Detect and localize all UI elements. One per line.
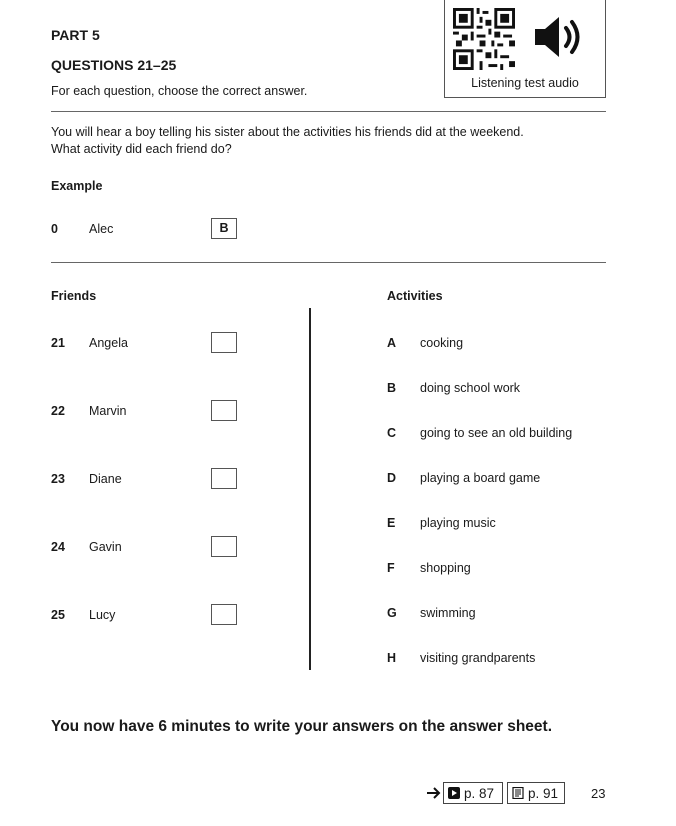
activity-letter: A <box>387 336 397 350</box>
friend-name: Gavin <box>89 540 122 554</box>
example-name: Alec <box>89 222 114 236</box>
example-number: 0 <box>51 222 58 236</box>
activity-text: visiting grandparents <box>420 651 536 665</box>
activity-text: going to see an old building <box>420 426 573 440</box>
audio-label: Listening test audio <box>471 76 579 90</box>
answer-box-24[interactable] <box>211 536 237 557</box>
friend-name: Angela <box>89 336 128 350</box>
activity-letter: D <box>387 471 397 485</box>
friend-name: Marvin <box>89 404 127 418</box>
closing-instruction: You now have 6 minutes to write your answers on the answer sheet. <box>51 718 553 735</box>
activity-letter: E <box>387 516 396 530</box>
column-divider <box>309 308 311 670</box>
answer-box-21[interactable] <box>211 332 237 353</box>
question-number: 22 <box>51 404 65 418</box>
question-number: 23 <box>51 472 65 486</box>
page-number: 23 <box>591 786 606 801</box>
friends-heading: Friends <box>51 289 97 303</box>
activity-text: playing a board game <box>420 471 541 485</box>
friend-name: Lucy <box>89 608 116 622</box>
activities-heading: Activities <box>387 289 443 303</box>
question-number: 25 <box>51 608 65 622</box>
activity-letter: B <box>387 381 397 395</box>
answer-box-22[interactable] <box>211 400 237 421</box>
example-heading: Example <box>51 179 103 193</box>
listening-audio-panel[interactable] <box>444 0 606 98</box>
question-number: 21 <box>51 336 65 350</box>
activity-text: swimming <box>420 606 476 620</box>
audio-ref-icon <box>448 787 460 799</box>
intro-line-1: You will hear a boy telling his sister about the activities his friends did at the weekend. <box>51 125 524 139</box>
speaker-icon[interactable] <box>531 12 587 62</box>
divider-top <box>51 111 606 112</box>
example-answer-box <box>211 218 237 239</box>
audio-ref-page: p. 87 <box>464 785 495 801</box>
activity-letter: G <box>387 606 397 620</box>
example-answer: B <box>219 221 229 235</box>
answer-box-23[interactable] <box>211 468 237 489</box>
answer-box-25[interactable] <box>211 604 237 625</box>
script-ref-link[interactable] <box>507 782 565 804</box>
activity-letter: F <box>387 561 395 575</box>
activity-letter: H <box>387 651 397 665</box>
qr-code-icon[interactable] <box>453 8 515 70</box>
activity-text: cooking <box>420 336 464 350</box>
instruction-text: For each question, choose the correct answer. <box>51 84 308 98</box>
activity-text: playing music <box>420 516 496 530</box>
audio-ref-link[interactable] <box>443 782 503 804</box>
activity-text: shopping <box>420 561 471 575</box>
intro-line-2: What activity did each friend do? <box>51 142 232 156</box>
activity-text: doing school work <box>420 381 521 395</box>
arrow-right-icon <box>426 786 442 800</box>
question-number: 24 <box>51 540 65 554</box>
script-ref-page: p. 91 <box>528 785 559 801</box>
document-icon <box>512 787 524 799</box>
friend-name: Diane <box>89 472 122 486</box>
divider-example <box>51 262 606 263</box>
part-title: PART 5 <box>51 27 100 43</box>
questions-range: QUESTIONS 21–25 <box>51 57 177 73</box>
activity-letter: C <box>387 426 397 440</box>
